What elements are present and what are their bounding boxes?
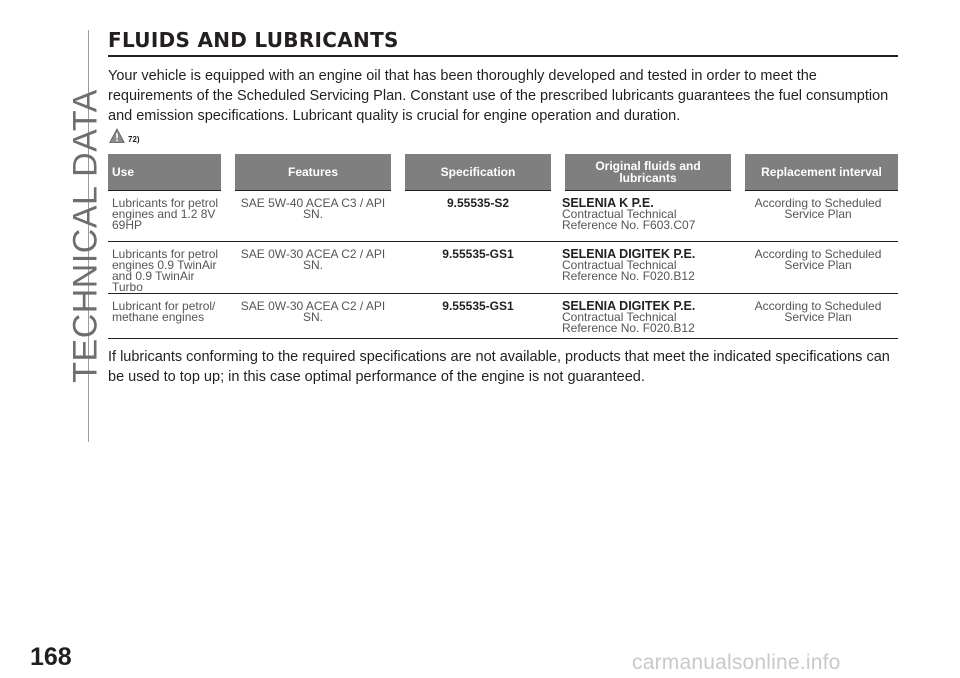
- cell-features: SAE 5W-40 ACEA C3 / API SN.: [228, 191, 398, 242]
- warning-triangle-icon: [109, 128, 125, 144]
- cell-use: Lubricants for petrol engines and 1.2 8V 69HP: [108, 191, 228, 242]
- cell-original-fluid: [558, 242, 738, 294]
- watermark: carmanualsonline.info: [632, 651, 841, 674]
- cell-specification: 9.55535-GS1: [398, 294, 558, 339]
- page-content: [108, 28, 898, 387]
- cell-interval: According to Scheduled Service Plan: [738, 294, 898, 339]
- table-row: [108, 191, 898, 242]
- fluid-reference: Contractual Technical Reference No. F020.B12: [562, 258, 695, 283]
- cell-original-fluid: [558, 294, 738, 339]
- cell-original-fluid: [558, 191, 738, 242]
- outro-paragraph: If lubricants conforming to the required specifications are not available, products that meet the indicated specifications can be used to top up; in this case optimal performance of the engine is not guaranteed.: [108, 349, 890, 385]
- section-title: FLUIDS AND LUBRICANTS: [108, 28, 898, 57]
- cell-use: Lubricants for petrol engines 0.9 TwinAir and 0.9 TwinAir Turbo: [108, 242, 228, 294]
- table-header-row: [108, 154, 898, 191]
- header-features: Features: [228, 154, 398, 191]
- header-original-fluids: Original fluids and lubricants: [558, 154, 738, 191]
- note-reference: [108, 128, 898, 152]
- header-replacement-interval: Replacement interval: [738, 154, 898, 191]
- page-number: 168: [30, 643, 72, 671]
- table-row: [108, 242, 898, 294]
- header-use: Use: [108, 154, 228, 191]
- fluid-brand: SELENIA DIGITEK P.E.: [562, 299, 696, 313]
- cell-features: SAE 0W-30 ACEA C2 / API SN.: [228, 294, 398, 339]
- note-reference-number: 72): [128, 135, 140, 144]
- cell-interval: According to Scheduled Service Plan: [738, 242, 898, 294]
- cell-use: Lubricant for petrol/ methane engines: [108, 294, 228, 339]
- cell-interval: According to Scheduled Service Plan: [738, 191, 898, 242]
- fluid-brand: SELENIA DIGITEK P.E.: [562, 247, 696, 261]
- table-row: [108, 294, 898, 339]
- fluid-reference: Contractual Technical Reference No. F603.C07: [562, 207, 696, 232]
- lubricants-table: [108, 154, 898, 339]
- cell-specification: 9.55535-GS1: [398, 242, 558, 294]
- intro-paragraph: Your vehicle is equipped with an engine oil that has been thoroughly developed and tested in order to meet the requirements of the Scheduled Servicing Plan. Constant use of the prescribed lubricants guarantees the fuel consumption and emission specifications. Lubricant quality is crucial for engine operation and duration.: [108, 68, 889, 124]
- cell-features: SAE 0W-30 ACEA C2 / API SN.: [228, 242, 398, 294]
- fluid-reference: Contractual Technical Reference No. F020.B12: [562, 310, 695, 335]
- cell-specification: 9.55535-S2: [398, 191, 558, 242]
- chapter-side-label: TECHNICAL DATA: [66, 89, 105, 383]
- fluid-brand: SELENIA K P.E.: [562, 196, 654, 210]
- header-specification: Specification: [398, 154, 558, 191]
